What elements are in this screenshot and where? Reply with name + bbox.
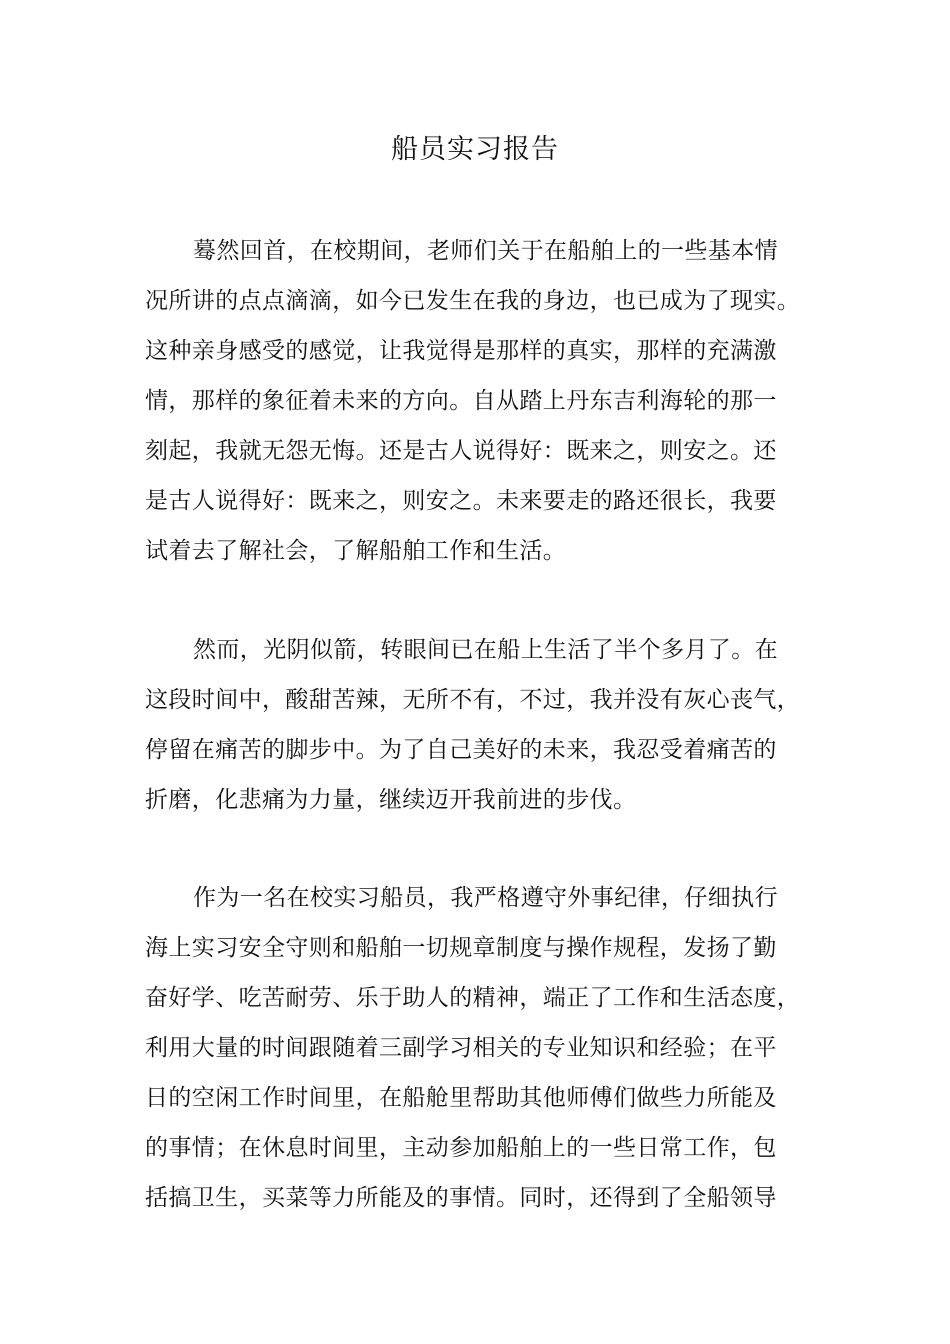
paragraph-3-line-6: 的事情；在休息时间里，主动参加船舶上的一些日常工作，包 [145, 1135, 777, 1161]
paragraph-2-line-3: 停留在痛苦的脚步中。为了自己美好的未来，我忍受着痛苦的 [145, 737, 777, 763]
paragraph-1-line-3: 这种亲身感受的感觉，让我觉得是那样的真实，那样的充满激 [145, 338, 777, 364]
document-title: 船员实习报告 [391, 134, 559, 165]
paragraph-1-line-4: 情，那样的象征着未来的方向。自从踏上丹东吉利海轮的那一 [145, 388, 777, 414]
paragraph-1-line-5: 刻起，我就无怨无悔。还是古人说得好：既来之，则安之。还 [145, 438, 777, 464]
paragraph-3-line-7: 括搞卫生，买菜等力所能及的事情。同时，还得到了全船领导 [145, 1185, 777, 1211]
paragraph-2-line-1: 然而，光阴似箭，转眼间已在船上生活了半个多月了。在 [193, 637, 778, 663]
paragraph-1-line-7: 试着去了解社会，了解船舶工作和生活。 [145, 538, 567, 564]
paragraph-1-line-1: 蓦然回首，在校期间，老师们关于在船舶上的一些基本情 [193, 238, 778, 264]
paragraph-2-line-2: 这段时间中，酸甜苦辣，无所不有，不过，我并没有灰心丧气， [145, 687, 801, 713]
paragraph-3-line-5: 日的空闲工作时间里，在船舱里帮助其他师傅们做些力所能及 [145, 1085, 777, 1111]
paragraph-1-line-6: 是古人说得好：既来之，则安之。未来要走的路还很长，我要 [145, 488, 777, 514]
paragraph-3-line-1: 作为一名在校实习船员，我严格遵守外事纪律，仔细执行 [193, 885, 778, 911]
paragraph-2-line-4: 折磨，化悲痛为力量，继续迈开我前进的步伐。 [145, 787, 637, 813]
paragraph-3-line-4: 利用大量的时间跟随着三副学习相关的专业知识和经验；在平 [145, 1035, 777, 1061]
paragraph-3-line-3: 奋好学、吃苦耐劳、乐于助人的精神，端正了工作和生活态度， [145, 985, 801, 1011]
paragraph-3-line-2: 海上实习安全守则和船舶一切规章制度与操作规程，发扬了勤 [145, 935, 777, 961]
paragraph-1-line-2: 况所讲的点点滴滴，如今已发生在我的身边，也已成为了现实。 [145, 288, 801, 314]
